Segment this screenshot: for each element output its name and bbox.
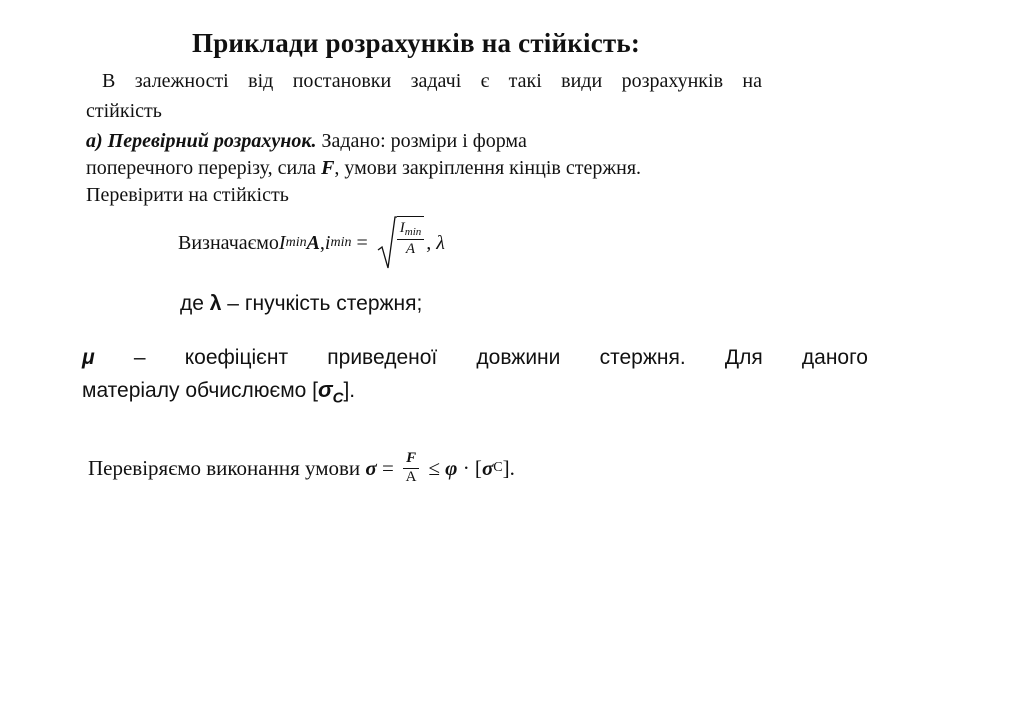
formula-1-comma: , [319, 231, 325, 254]
formula-1-lead: Визначаємо [178, 231, 279, 254]
fraction-A: A [405, 469, 417, 485]
formula-2-sigma-c-sub: C [493, 460, 503, 475]
mu-definition [82, 342, 868, 414]
lambda-text: – гнучкість стержня; [221, 292, 423, 315]
formula-radius-of-gyration [178, 215, 445, 271]
formula-1-eq: = [351, 231, 373, 254]
formula-1-i-sub: min [330, 235, 352, 250]
mu-line-1-text: – коефіцієнт приведеної довжини стержня. Для даного [94, 346, 868, 369]
mu-line-2b: ]. [343, 379, 356, 402]
frac-num-I: I [399, 220, 405, 236]
check-calc-given-1: Задано: розміри і форма [316, 130, 527, 152]
force-symbol: F [321, 157, 335, 179]
formula-2-sigma-c: σ [481, 455, 494, 480]
intro-paragraph [86, 66, 762, 126]
formula-1-I-sub: min [285, 235, 307, 250]
fraction-numerator [397, 220, 425, 240]
fraction-F: F [403, 450, 419, 469]
mu-line-2a: матеріалу обчислюємо [ [82, 379, 319, 402]
formula-2-sigma: σ [365, 455, 377, 480]
formula-1-i: i [324, 231, 331, 254]
check-calc-given-2b: , умови закріплення кінців стержня. [334, 157, 642, 179]
lambda-prefix: де [180, 292, 210, 315]
mu-line-2 [82, 377, 356, 407]
intro-line-1: В залежності від постановки задачі є такі види розрахунків на [102, 70, 762, 92]
fraction-denominator: A [405, 241, 416, 257]
stability-condition-formula [88, 440, 515, 496]
force-area-fraction [403, 450, 419, 486]
check-calc-heading: а) Перевірний розрахунок. [86, 130, 317, 152]
page-title: Приклади розрахунків на стійкість: [192, 28, 641, 58]
formula-1-I: I [278, 231, 286, 254]
mu-line-1 [82, 342, 868, 374]
formula-1-tail: , λ [426, 231, 445, 254]
check-calc-given-2a: поперечного перерізу, сила [86, 157, 322, 179]
check-calc-line-3: Перевірити на стійкість [86, 184, 289, 206]
formula-1-A: A [306, 231, 320, 254]
formula-2-phi: φ [445, 455, 458, 480]
mu-symbol: μ [82, 346, 95, 369]
sqrt-sign [377, 216, 425, 270]
formula-2-tail: ]. [502, 455, 515, 480]
sqrt-fraction [397, 216, 425, 270]
check-calc-line-2 [86, 155, 641, 182]
check-calc-line-1 [86, 128, 641, 155]
sigma-c-symbol: $\sigma_C$ [318, 377, 344, 407]
radical-icon [377, 216, 397, 270]
intro-line-2: стійкість [86, 100, 162, 122]
formula-2-eq: = [376, 455, 400, 480]
formula-2-lead: Перевіряємо виконання умови [88, 455, 366, 480]
formula-2-le: ≤ [423, 455, 446, 480]
frac-num-sub: min [404, 226, 422, 238]
lambda-symbol: λ [209, 292, 222, 315]
check-calc-block [86, 128, 641, 209]
lambda-definition [180, 292, 422, 316]
formula-2-dot: · [ [457, 455, 482, 480]
